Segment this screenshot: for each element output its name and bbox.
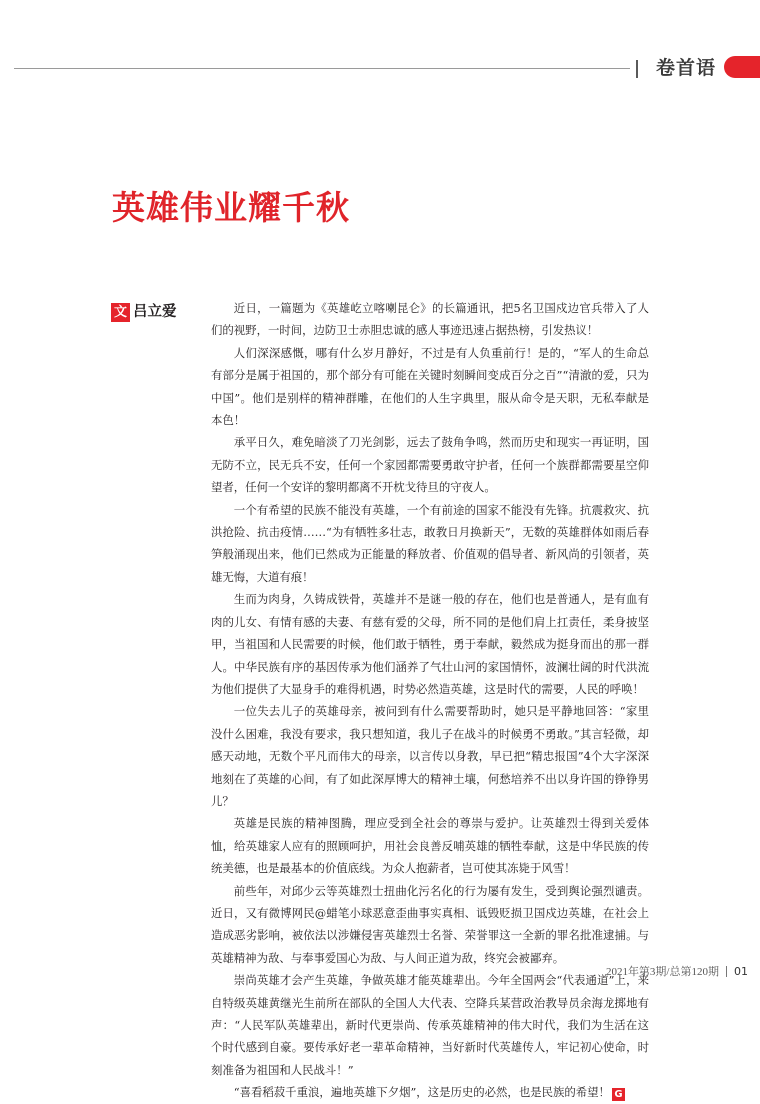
paragraph: 英雄是民族的精神图腾，理应受到全社会的尊崇与爱护。让英雄烈士得到关爱体恤，给英雄家人应有的照顾呵护，用社会良善反哺英雄的牺牲奉献，这是中华民族的传统美德，也是最基本的价值底线。为众人抱薪者，岂可使其冻毙于风雪！ [211, 816, 649, 876]
paragraph: 生而为肉身，久铸成铁骨，英雄并不是谜一般的存在，他们也是普通人，是有血有肉的儿女、有情有感的夫妻、有慈有爱的父母，所不同的是他们肩上扛责任，柔身披坚甲，当祖国和人民需要的时候，他们敢于牺牲，勇于奉献，毅然成为挺身而出的那一群人。中华民族有序的基因传承为他们涵养了气壮山河的家国情怀，波澜壮阔的时代洪流为他们提供了大显身手的难得机遇，时势必然造英雄，这是时代的需要，人民的呼唤！ [211, 592, 649, 696]
page-number: 01 [734, 964, 748, 978]
section-title: 卷首语 [656, 57, 717, 79]
article-body [211, 297, 649, 1104]
paragraph: 崇尚英雄才会产生英雄，争做英雄才能英雄辈出。今年全国两会“代表通道”上，来自特级英雄黄继光生前所在部队的全国人大代表、空降兵某营政治教导员余海龙掷地有声：“人民军队英雄辈出，新时代更崇尚、传承英雄精神的伟大时代，我们为生活在这个时代感到自豪。要传承好老一辈革命精神，当好新时代英雄传人，牢记初心使命，时刻准备为祖国和人民战斗！” [211, 973, 649, 1077]
header-rule [14, 68, 630, 69]
author-line [111, 303, 177, 322]
author-tag: 文 [111, 303, 130, 322]
paragraph: 一位失去儿子的英雄母亲，被问到有什么需要帮助时，她只是平静地回答：“家里没什么困难，我没有要求，我只想知道，我儿子在战斗的时候勇不勇敢。”其言轻微，却感天动地，无数个平凡而伟大的母亲，以言传以身教，早已把“精忠报国”4个大字深深地刻在了英雄的心间，有了如此深厚博大的精神土壤，何愁培养不出以身许国的铮铮男儿？ [211, 704, 649, 808]
paragraph: 一个有希望的民族不能没有英雄，一个有前途的国家不能没有先锋。抗震救灾、抗洪抢险、抗击疫情……“为有牺牲多壮志，敢教日月换新天”，无数的英雄群体如雨后春笋般涌现出来，他们已然成为正能量的释放者、价值观的倡导者、新风尚的引领者，英雄无悔，大道有痕！ [211, 502, 649, 584]
paragraph: 人们深深感慨，哪有什么岁月静好，不过是有人负重前行！是的，“军人的生命总有部分是属于祖国的，那个部分有可能在关键时刻瞬间变成百分之百”“清澈的爱，只为中国”。他们是别样的精神群雕，在他们的人生字典里，服从命令是天职，无私奉献是本色！ [211, 345, 649, 428]
issue-label: 2021年第3期/总第120期 [605, 966, 719, 978]
end-mark-icon: G [612, 1088, 625, 1101]
paragraph-last [211, 1081, 649, 1103]
closing-sentence: “喜看稻菽千重浪，遍地英雄下夕烟”，这是历史的必然，也是民族的希望！ [233, 1085, 610, 1100]
paragraph: 承平日久，难免暗淡了刀光剑影，远去了鼓角争鸣，然而历史和现实一再证明，国无防不立，民无兵不安，任何一个家园都需要勇敢守护者，任何一个族群都需要星空仰望者，任何一个安详的黎明都离不开枕戈待旦的守夜人。 [211, 435, 649, 495]
header-separator [636, 60, 638, 78]
section-tab-accent [724, 56, 760, 78]
author-name: 吕立爱 [133, 304, 177, 320]
footer-separator [726, 966, 727, 977]
page-footer [606, 963, 748, 979]
article-title: 英雄伟业耀千秋 [112, 188, 350, 227]
paragraph: 近日，一篇题为《英雄屹立喀喇昆仑》的长篇通讯，把5名卫国戍边官兵带入了人们的视野，一时间，边防卫士赤胆忠诚的感人事迹迅速占据热榜，引发热议！ [211, 301, 649, 338]
paragraph: 前些年，对邱少云等英雄烈士扭曲化污名化的行为屡有发生，受到舆论强烈谴责。近日，又有微博网民@蜡笔小球恶意歪曲事实真相、诋毁贬损卫国戍边英雄，在社会上造成恶劣影响，被依法以涉嫌侵害英雄烈士名誉、荣誉罪这一全新的罪名批准逮捕。与英雄精神为敌、与奉事爱国心为敌、与人间正道为敌，终究会被鄙弃。 [211, 883, 649, 965]
